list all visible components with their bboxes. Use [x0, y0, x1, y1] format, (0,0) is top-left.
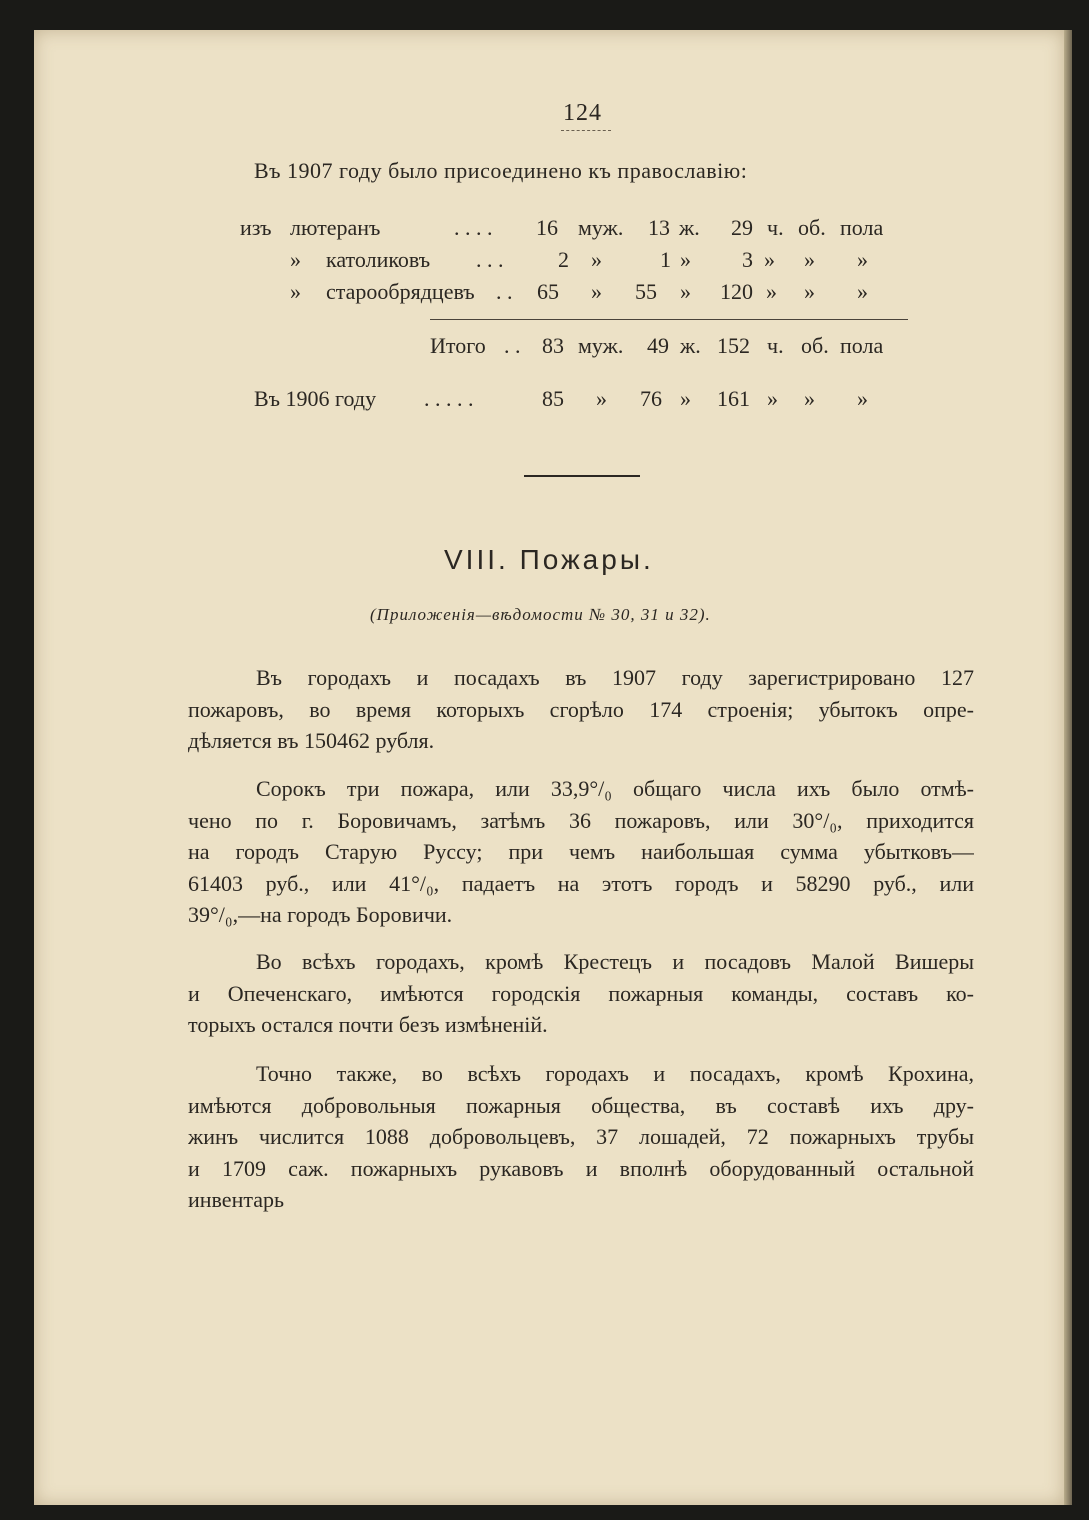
row-men-unit: »	[591, 247, 602, 272]
row-tail1: »	[804, 279, 815, 304]
row-label: старообрядцевъ	[326, 279, 475, 304]
row-prefix: »	[290, 279, 301, 304]
total-total: 152	[717, 333, 750, 358]
row-tail2: »	[857, 247, 868, 272]
text-line: Сорокъ три пожара, или 33,9°/₀ общаго числа ихъ было отмѣ-	[256, 776, 974, 801]
text-line: пожаровъ, во время которыхъ сгорѣло 174 строенія; убытокъ опре-	[188, 696, 974, 722]
total-dots: . .	[504, 333, 521, 358]
row-men-unit: »	[591, 279, 602, 304]
text-line: и 1709 саж. пожарныхъ рукавовъ и вполнѣ оборудованный остальной	[188, 1155, 974, 1181]
text-line: 61403 руб., или 41°/₀, падаетъ на этотъ городъ и 58290 руб., или	[188, 870, 974, 896]
prev-total: 161	[717, 386, 750, 411]
prev-men-unit: »	[596, 386, 607, 411]
row-label: католиковъ	[326, 247, 431, 272]
row-tail1: об.	[798, 215, 826, 240]
table-row	[34, 247, 1064, 275]
row-men: 2	[558, 247, 569, 272]
paragraph	[188, 1058, 974, 1216]
paragraph	[188, 946, 974, 1041]
row-dots: . . .	[476, 247, 504, 272]
text-line: Въ городахъ и посадахъ въ 1907 году зарегистрировано 127	[256, 665, 974, 690]
text-line: инвентарь	[188, 1187, 285, 1212]
total-tail1: об.	[801, 333, 829, 358]
row-total-unit: »	[764, 247, 775, 272]
row-tail1: »	[804, 247, 815, 272]
paragraph	[188, 662, 974, 757]
row-women-unit: »	[680, 279, 691, 304]
row-men: 65	[537, 279, 559, 304]
row-total: 29	[731, 215, 753, 240]
section-divider	[524, 475, 640, 477]
page-number: 124	[563, 100, 602, 126]
text-line: торыхъ остался почти безъ измѣненій.	[188, 1012, 548, 1037]
text-line: дѣляется въ 150462 рубля.	[188, 728, 435, 753]
ornament-divider	[561, 128, 611, 131]
table-prev-year-row	[34, 386, 1064, 414]
prev-tail2: »	[857, 386, 868, 411]
table-row	[34, 279, 1064, 307]
row-label: лютеранъ	[290, 215, 381, 240]
row-men-unit: муж.	[578, 215, 624, 240]
prev-tail1: »	[804, 386, 815, 411]
text-line: 39°/₀,—на городъ Боровичи.	[188, 902, 453, 927]
row-dots: . . . .	[454, 215, 493, 240]
total-label: Итого	[430, 333, 486, 358]
text-line: на городъ Старую Руссу; при чемъ наибольшая сумма убытковъ—	[188, 839, 974, 864]
row-total: 120	[720, 279, 753, 304]
text-line: Точно также, во всѣхъ городахъ и посадахъ, кромѣ Крохина,	[256, 1061, 974, 1086]
text-line: имѣются добровольныя пожарныя общества, въ составѣ ихъ дру-	[188, 1092, 974, 1118]
total-tail2: пола	[840, 333, 884, 358]
table-row	[34, 215, 1064, 243]
prev-men: 85	[542, 386, 564, 411]
row-men: 16	[536, 215, 558, 240]
row-total-unit: ч.	[767, 215, 784, 240]
row-women: 55	[635, 279, 657, 304]
text-line: и Опеченскаго, имѣются городскія пожарныя команды, составъ ко-	[188, 980, 974, 1006]
table-total-row	[34, 333, 1064, 361]
row-tail2: пола	[840, 215, 884, 240]
intro-line: Въ 1907 году было присоединено къ православію:	[254, 158, 748, 183]
row-prefix: »	[290, 247, 301, 272]
table-sum-rule	[430, 319, 908, 320]
prev-total-unit: »	[767, 386, 778, 411]
row-dots: . .	[496, 279, 513, 304]
text-line: Во всѣхъ городахъ, кромѣ Крестецъ и посадовъ Малой Вишеры	[256, 949, 974, 974]
paragraph	[188, 773, 974, 931]
total-total-unit: ч.	[767, 333, 784, 358]
total-men-unit: муж.	[578, 333, 624, 358]
row-total-unit: »	[766, 279, 777, 304]
book-page	[34, 30, 1064, 1505]
row-tail2: »	[857, 279, 868, 304]
total-women-unit: ж.	[680, 333, 701, 358]
total-women: 49	[647, 333, 669, 358]
text-line: жинъ числится 1088 добровольцевъ, 37 лошадей, 72 пожарныхъ трубы	[188, 1124, 974, 1149]
page-edge	[1064, 30, 1072, 1505]
prev-label: Въ 1906 году	[254, 386, 377, 411]
row-women-unit: »	[680, 247, 691, 272]
total-men: 83	[542, 333, 564, 358]
prev-women: 76	[640, 386, 662, 411]
row-prefix: изъ	[240, 215, 272, 240]
row-women: 1	[660, 247, 671, 272]
section-subtitle: (Приложенія—вѣдомости № 30, 31 и 32).	[370, 605, 711, 624]
row-women-unit: ж.	[679, 215, 700, 240]
section-title: VIII. Пожары.	[444, 544, 654, 575]
row-total: 3	[742, 247, 753, 272]
text-line: чено по г. Боровичамъ, затѣмъ 36 пожаровъ, или 30°/₀, приходится	[188, 807, 974, 833]
prev-dots: . . . . .	[424, 386, 474, 411]
prev-women-unit: »	[680, 386, 691, 411]
row-women: 13	[648, 215, 670, 240]
